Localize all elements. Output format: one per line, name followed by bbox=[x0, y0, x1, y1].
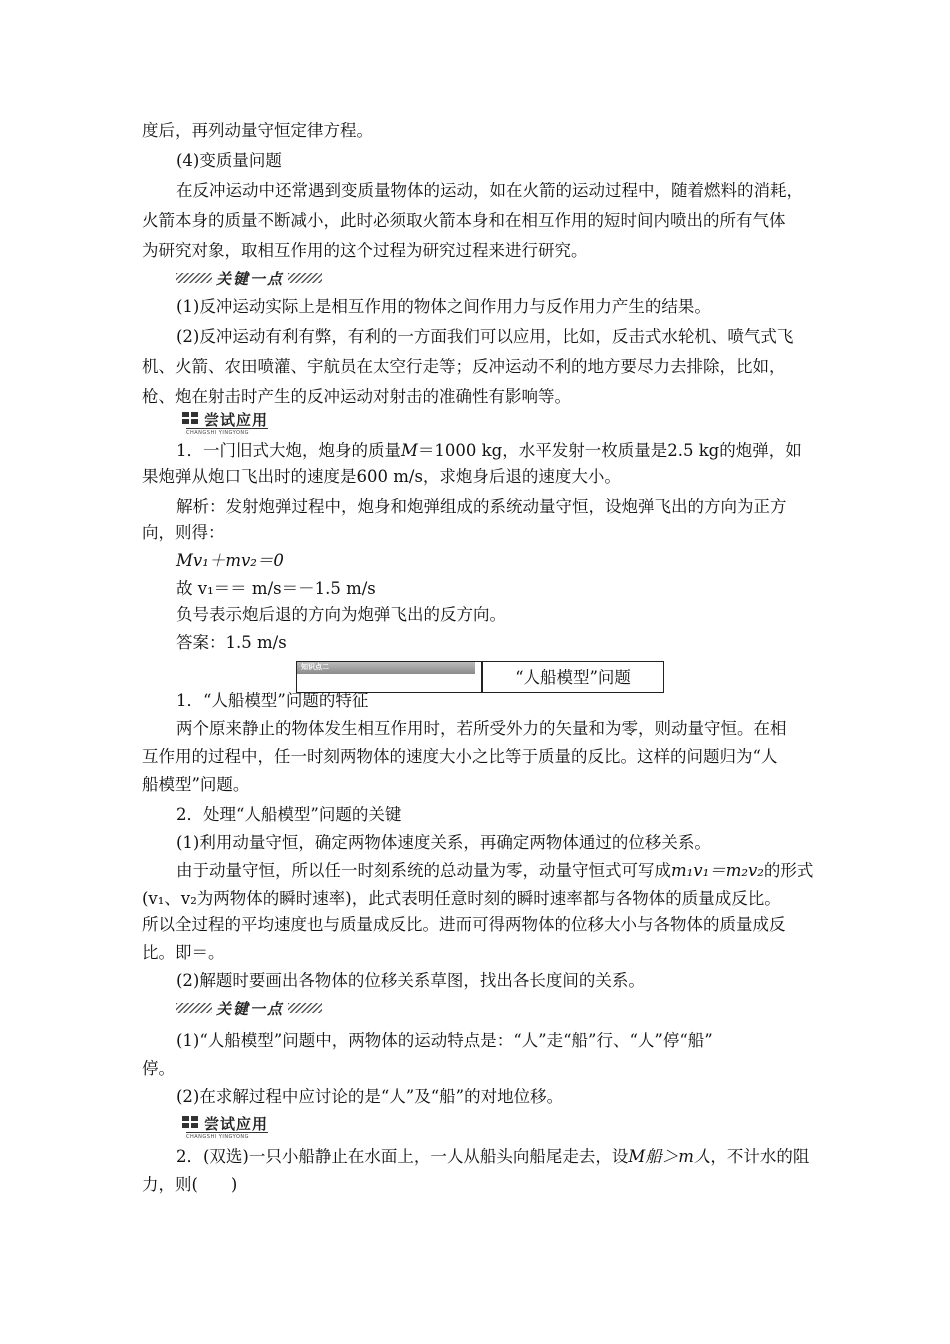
grid-icon bbox=[182, 412, 200, 426]
knowledge-point-title: “人船模型”问题 bbox=[515, 668, 631, 687]
paragraph-line: 所以全过程的平均速度也与质量成反比。进而可得两物体的位移大小与各物体的质量成反 bbox=[142, 915, 786, 934]
paragraph-line: 火箭本身的质量不断减小，此时必须取火箭本身和在相互作用的短时间内喷出的所有气体 bbox=[142, 211, 786, 230]
paragraph-line: (2)在求解过程中应讨论的是“人”及“船”的对地位移。 bbox=[176, 1087, 564, 1106]
paragraph-line: 两个原来静止的物体发生相互作用时，若所受外力的矢量和为零，则动量守恒。在相 bbox=[176, 719, 787, 738]
paragraph-line: (2)反冲运动有利有弊，有利的一方面我们可以应用，比如，反击式水轮机、喷气式飞 bbox=[176, 327, 794, 346]
knowledge-point-tab bbox=[297, 662, 475, 674]
hatch-decoration bbox=[288, 273, 322, 283]
section-title: 2．处理“人船模型”问题的关键 bbox=[176, 805, 402, 824]
solution-line: 向，则得： bbox=[142, 523, 225, 542]
paragraph-line: (1)反冲运动实际上是相互作用的物体之间作用力与反作用力产生的结果。 bbox=[176, 297, 711, 316]
key-point-label: 关键一点 bbox=[216, 999, 285, 1018]
solution-line: 解析：发射炮弹过程中，炮身和炮弹组成的系统动量守恒，设炮弹飞出的方向为正方 bbox=[176, 497, 787, 516]
paragraph-line: 由于动量守恒，所以任一时刻系统的总动量为零，动量守恒式可写成m₁v₁＝m₂v₂的形式 bbox=[176, 861, 814, 880]
knowledge-point-tab-label: 知识点二 bbox=[301, 663, 329, 671]
knowledge-point-header bbox=[296, 661, 664, 693]
section-title: 1．“人船模型”问题的特征 bbox=[176, 691, 369, 710]
try-apply-banner bbox=[182, 1114, 268, 1142]
question-2-line: 力，则( ) bbox=[142, 1175, 238, 1194]
key-point-banner bbox=[176, 268, 322, 288]
try-apply-label: 尝试应用 bbox=[204, 1115, 269, 1133]
question-1-line: 果炮弹从炮口飞出时的速度是600 m/s，求炮身后退的速度大小。 bbox=[142, 467, 621, 486]
paragraph-line: 比。即＝。 bbox=[142, 943, 225, 962]
paragraph-line: 机、火箭、农田喷灌、宇航员在太空行走等；反冲运动不利的地方要尽力去排除，比如， bbox=[142, 357, 786, 376]
subheading-variable-mass: (4)变质量问题 bbox=[176, 151, 282, 170]
key-point-label: 关键一点 bbox=[216, 269, 285, 288]
try-apply-sublabel: CHANGSHI YINGYONG bbox=[186, 428, 268, 436]
paragraph-line: 船模型”问题。 bbox=[142, 775, 250, 794]
question-2-line: 2．(双选)一只小船静止在水面上，一人从船头向船尾走去，设M船＞m人，不计水的阻 bbox=[176, 1147, 810, 1166]
paragraph-line: 在反冲运动中还常遇到变质量物体的运动，如在火箭的运动过程中，随着燃料的消耗， bbox=[176, 181, 803, 200]
paragraph-line: (1)“人船模型”问题中，两物体的运动特点是：“人”走“船”行、“人”停“船” bbox=[176, 1031, 713, 1050]
hatch-decoration bbox=[176, 1003, 212, 1013]
answer-line: 答案：1.5 m/s bbox=[176, 633, 287, 652]
equation-momentum: Mv₁＋mv₂＝0 bbox=[176, 551, 284, 570]
grid-icon bbox=[182, 1116, 200, 1130]
paragraph-line: (1)利用动量守恒，确定两物体速度关系，再确定两物体通过的位移关系。 bbox=[176, 833, 711, 852]
paragraph-line: (v₁、v₂为两物体的瞬时速率)，此式表明任意时刻的瞬时速率都与各物体的质量成反比。 bbox=[142, 889, 781, 908]
paragraph-line: (2)解题时要画出各物体的位移关系草图，找出各长度间的关系。 bbox=[176, 971, 645, 990]
paragraph-line: 度后，再列动量守恒定律方程。 bbox=[142, 121, 373, 140]
hatch-decoration bbox=[288, 1003, 322, 1013]
paragraph-line: 枪、炮在射击时产生的反冲运动对射击的准确性有影响等。 bbox=[142, 387, 571, 406]
question-1-line: 1．一门旧式大炮，炮身的质量M＝1000 kg，水平发射一枚质量是2.5 kg的炮弹，如 bbox=[176, 441, 802, 460]
hatch-decoration bbox=[176, 273, 212, 283]
solution-line: 负号表示炮后退的方向为炮弹飞出的反方向。 bbox=[176, 605, 506, 624]
try-apply-sublabel: CHANGSHI YINGYONG bbox=[186, 1132, 268, 1140]
try-apply-label: 尝试应用 bbox=[204, 411, 269, 429]
paragraph-line: 停。 bbox=[142, 1059, 175, 1078]
equation-velocity: 故 v₁＝＝ m/s＝－1.5 m/s bbox=[176, 579, 376, 598]
try-apply-banner bbox=[182, 410, 268, 438]
key-point-banner bbox=[176, 998, 322, 1018]
paragraph-line: 互作用的过程中，任一时刻两物体的速度大小之比等于质量的反比。这样的问题归为“人 bbox=[142, 747, 778, 766]
paragraph-line: 为研究对象，取相互作用的这个过程为研究过程来进行研究。 bbox=[142, 241, 588, 260]
